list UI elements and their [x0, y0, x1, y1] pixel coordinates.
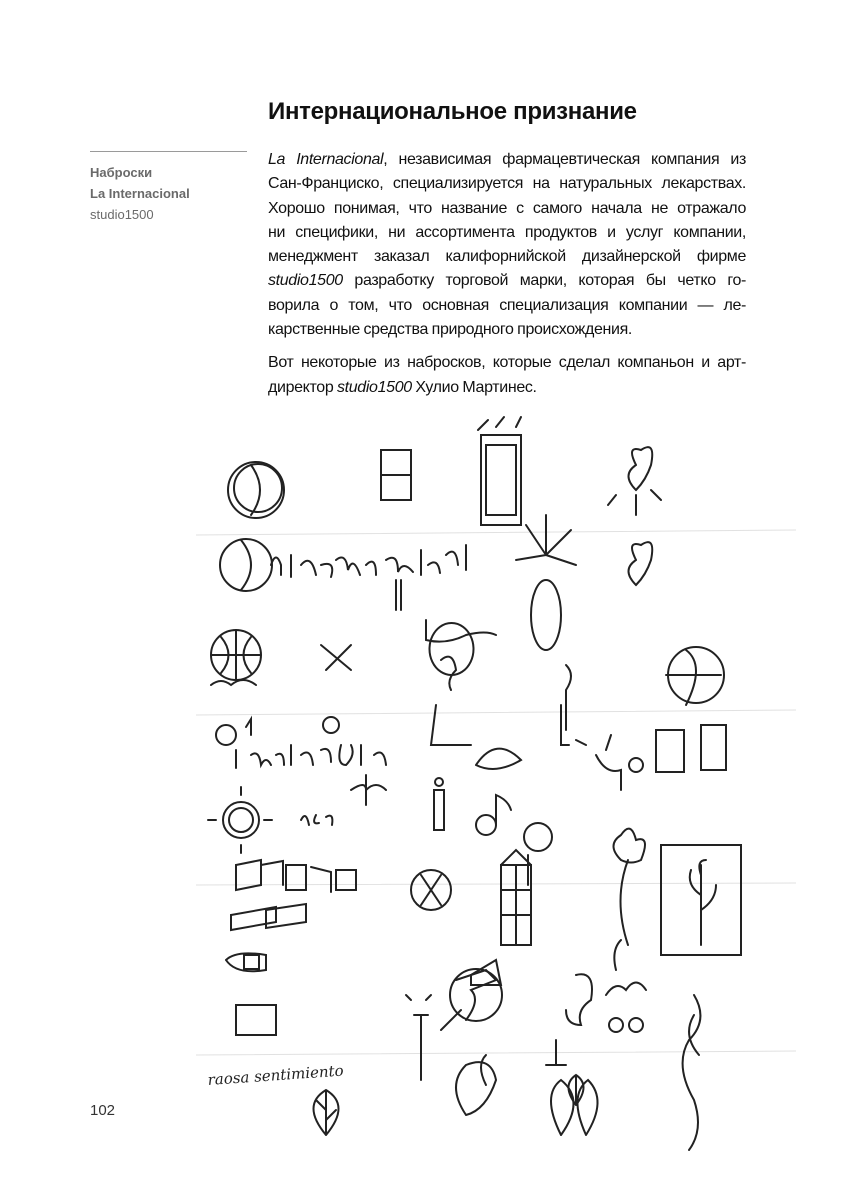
italic-text: studio1500	[268, 272, 343, 290]
caption-line-1: Наброски	[90, 165, 153, 180]
text-line	[268, 148, 746, 172]
text-line	[268, 269, 746, 293]
text-line	[268, 318, 746, 342]
text-line	[268, 221, 746, 245]
text-segment: Вот некоторые из набросков, которые сделал компаньон и арт-	[268, 354, 746, 372]
text-segment: ворила о том, что основная специализация компании — ле-	[268, 296, 746, 314]
text-segment: директор	[268, 378, 337, 396]
italic-text: studio1500	[337, 378, 412, 396]
logo-sketches-image	[196, 415, 796, 1167]
sidebar-caption	[90, 162, 190, 225]
sidebar-divider	[90, 151, 247, 152]
text-segment: Хорошо понимая, что название с самого начала не отражало	[268, 199, 746, 217]
text-line	[268, 351, 746, 375]
text-line	[268, 294, 746, 318]
text-line	[268, 172, 746, 196]
text-line	[268, 376, 746, 400]
text-segment: разработку торговой марки, которая бы четко го-	[342, 272, 746, 290]
text-line	[268, 197, 746, 221]
text-line	[268, 245, 746, 269]
text-segment: Хулио Мартинес.	[411, 378, 537, 396]
italic-text: La Internacional	[268, 151, 384, 168]
caption-line-2: La Internacional	[90, 186, 190, 201]
text-segment: карственные средства природного происхождения.	[268, 321, 632, 339]
paragraph	[268, 351, 746, 400]
text-segment: , независимая фармацевтическая компания из	[383, 151, 746, 168]
caption-line-3: studio1500	[90, 207, 154, 222]
text-segment: ни специфики, ни ассортимента продуктов и услуг компании,	[268, 223, 746, 241]
text-segment: Сан-Франциско, специализируется на натуральных лекарствах.	[268, 175, 746, 193]
sketch-handwritten-lettering: raosa sentimiento	[207, 1061, 345, 1089]
body-text	[268, 148, 746, 409]
paragraph	[268, 148, 746, 342]
page-title: Интернациональное признание	[268, 98, 637, 125]
page-number: 102	[90, 1102, 116, 1119]
text-segment: менеджмент заказал калифорнийской дизайнерской фирме	[268, 248, 746, 266]
